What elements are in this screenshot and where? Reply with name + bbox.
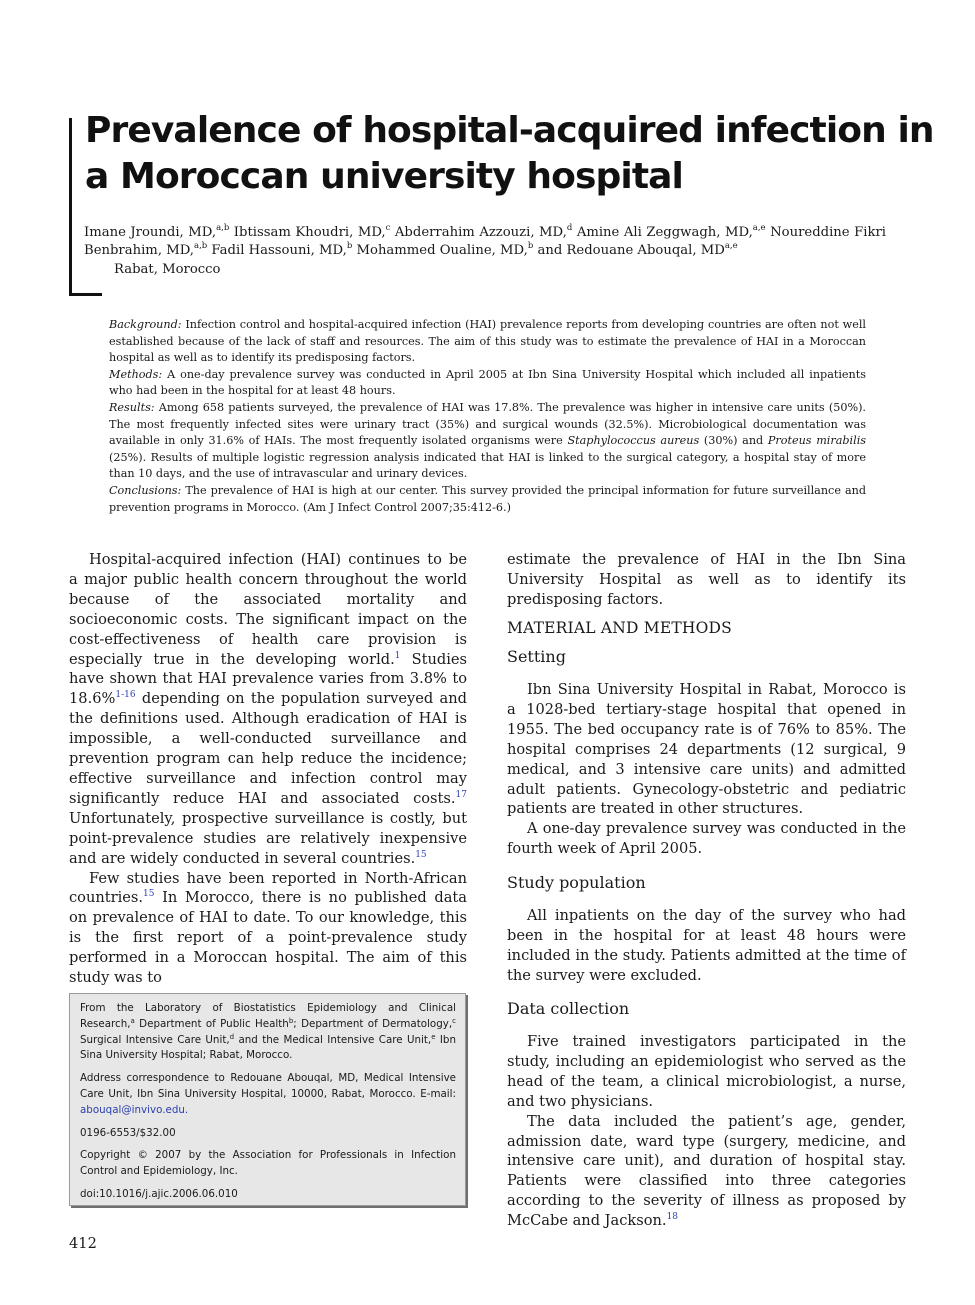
author-affiliation: b bbox=[527, 241, 534, 251]
affiliations bbox=[80, 1001, 456, 1064]
body-text: Studies have shown that HAI prevalence varies from 3.8% to 18.6% bbox=[69, 650, 467, 708]
footnote-text: Surgical Intensive Care Unit, bbox=[80, 1033, 230, 1046]
author-affiliation: a,e bbox=[752, 223, 766, 233]
organism-name: Staphylococcus aureus bbox=[567, 434, 700, 448]
citation-link[interactable]: 1 bbox=[394, 650, 401, 661]
author-name: Amine Ali Zeggwagh, MD, bbox=[576, 225, 753, 240]
author-affiliation: a,b bbox=[216, 223, 230, 233]
citation-link[interactable]: 18 bbox=[666, 1212, 679, 1223]
affiliation-marker: a bbox=[130, 1016, 135, 1025]
abstract-label: Background: bbox=[109, 318, 182, 331]
right-column-intro bbox=[507, 550, 906, 610]
abstract-conclusions bbox=[109, 483, 866, 516]
abstract-results bbox=[109, 400, 866, 483]
author-affiliation: b bbox=[346, 241, 353, 251]
doi: doi:10.1016/j.ajic.2006.06.010 bbox=[80, 1187, 238, 1200]
affiliation-marker: c bbox=[452, 1016, 456, 1025]
setting-section bbox=[507, 680, 906, 859]
author-name: Fadil Hassouni, MD, bbox=[211, 243, 347, 258]
footnote-text: Department of Public Health bbox=[134, 1017, 289, 1030]
citation-link[interactable]: 15 bbox=[143, 889, 155, 900]
footnote-text: and the Medical Intensive Care Unit, bbox=[234, 1033, 432, 1046]
abstract-text: Among 658 patients surveyed, the prevalence of HAI was 17.8%. The prevalence was higher in intensive care units (50%). The most frequently infected sites were urinary tract (35%) and surgical wounds (32.5%). Microbiological documentation was available in only 31.6% of HAIs. The most frequently isolated organisms were bbox=[109, 400, 866, 448]
subsection-heading: Setting bbox=[507, 647, 566, 666]
author-name: Ibtissam Khoudri, MD, bbox=[233, 225, 386, 240]
population-paragraph: All inpatients on the day of the survey who had been in the hospital for at least 48 hours were included in the study. Patients admitted at the time of the survey were excluded. bbox=[507, 907, 906, 984]
body-text: depending on the population surveyed and the definitions used. Although eradication of HAI is impossible, a well-conducted surveillance and prevention program can help reduce the incidence; effective surveillance and infection control may significantly reduce HAI and associated costs. bbox=[69, 690, 467, 807]
copyright: Copyright © 2007 by the Association for Professionals in Infection Control and Epidemiology, Inc. bbox=[80, 1149, 456, 1178]
page-number: 412 bbox=[69, 1235, 97, 1252]
author-affiliation: a,e bbox=[724, 241, 738, 251]
abstract-label: Results: bbox=[109, 400, 155, 414]
author-name: and Redouane Abouqal, MD bbox=[537, 243, 725, 258]
abstract-text: The prevalence of HAI is high at our center. This survey provided the principal information for future surveillance and prevention programs in Morocco. (Am J Infect Control 2007;35:412-6.) bbox=[109, 483, 866, 514]
footnote-text: Address correspondence to Redouane Abouqal, MD, Medical Intensive Care Unit, Ibn Sina University Hospital, 10000, Rabat, Morocco. E-mail: bbox=[80, 1072, 456, 1100]
abstract bbox=[109, 317, 866, 516]
abstract-methods bbox=[109, 367, 866, 400]
author-name: Noureddine Fikri Benbrahim, MD, bbox=[84, 225, 886, 258]
subsection-heading: Study population bbox=[507, 873, 646, 892]
section-heading: MATERIAL AND METHODS bbox=[507, 619, 732, 637]
collection-paragraph-1: Five trained investigators participated in the study, including an epidemiologist who served as the head of the team, a clinical microbiologist, a nurse, and two physicians. bbox=[507, 1033, 906, 1110]
title-rule-vertical bbox=[69, 118, 72, 296]
footnote-box bbox=[69, 993, 466, 1206]
body-text: In Morocco, there is no published data on prevalence of HAI to date. To our knowledge, this is the first report of a point-prevalence study performed in a Moroccan hospital. The aim of this study was to bbox=[69, 889, 467, 987]
affiliation-marker: d bbox=[229, 1032, 235, 1041]
author-location: Rabat, Morocco bbox=[114, 262, 221, 277]
author-name: Imane Jroundi, MD, bbox=[84, 225, 217, 240]
affiliation-marker: e bbox=[431, 1032, 436, 1041]
body-text: The data included the patient’s age, gender, admission date, ward type (surgery, medicine, and intensive care unit), and duration of hospital stay. Patients were classified into three categories according to the severity of illness as proposed by McCabe and Jackson. bbox=[507, 1112, 906, 1230]
subsection-heading: Data collection bbox=[507, 999, 630, 1018]
author-affiliation: c bbox=[385, 223, 391, 233]
abstract-text: (25%). Results of multiple logistic regression analysis indicated that HAI is linked to the surgical category, a hospital stay of more than 10 days, and the use of intravascular and urinary devices. bbox=[109, 450, 866, 481]
organism-name: Proteus mirabilis bbox=[767, 434, 867, 448]
issn: 0196-6553/$32.00 bbox=[80, 1126, 176, 1139]
footnote-text: From the Laboratory of Biostatistics Epidemiology and Clinical Research, bbox=[80, 1002, 456, 1030]
collection-paragraph-2 bbox=[507, 1112, 906, 1231]
article-title: Prevalence of hospital-acquired infection in a Moroccan university hospital bbox=[85, 110, 934, 197]
affiliation-marker: b bbox=[288, 1016, 294, 1025]
footnote-text: ; Department of Dermatology, bbox=[293, 1017, 453, 1030]
population-section bbox=[507, 906, 906, 986]
correspondence-address bbox=[80, 1071, 456, 1118]
body-text: Unfortunately, prospective surveillance is costly, but point-prevalence studies are relatively inexpensive and are widely conducted in several countries. bbox=[69, 809, 467, 867]
intro-paragraph-1 bbox=[69, 550, 467, 869]
title-rule-horizontal bbox=[69, 293, 102, 296]
author-name: Abderrahim Azzouzi, MD, bbox=[394, 225, 567, 240]
citation-link[interactable]: 15 bbox=[415, 849, 427, 860]
abstract-label: Conclusions: bbox=[109, 483, 182, 497]
setting-paragraph-2: A one-day prevalence survey was conducted in the fourth week of April 2005. bbox=[507, 820, 906, 858]
email-link[interactable]: abouqal@invivo.edu. bbox=[80, 1103, 189, 1116]
abstract-text: Infection control and hospital-acquired infection (HAI) prevalence reports from developing countries are often not well established because of the lack of staff and resources. The aim of this study was to estimate the prevalence of HAI in a Moroccan hospital as well as to identify its predisposing factors. bbox=[109, 318, 867, 365]
citation-link[interactable]: 17 bbox=[455, 789, 467, 800]
body-text: Few studies have been reported in North-African countries. bbox=[69, 869, 467, 907]
intro-paragraph-2 bbox=[69, 869, 467, 988]
abstract-text: (30%) and bbox=[703, 434, 764, 448]
abstract-text: A one-day prevalence survey was conducted in April 2005 at Ibn Sina University Hospital which included all inpatients who had been in the hospital for at least 48 hours. bbox=[109, 367, 866, 398]
author-affiliation: a,b bbox=[194, 241, 208, 251]
abstract-label: Methods: bbox=[109, 367, 163, 381]
body-text: Hospital-acquired infection (HAI) continues to be a major public health concern throughout the world because of the associated mortality and socioeconomic costs. The significant impact on the cost-effectiveness of health care provision is especially true in the developing world. bbox=[69, 551, 467, 668]
collection-section bbox=[507, 1032, 906, 1231]
citation-link[interactable]: 1-16 bbox=[115, 690, 136, 701]
left-column bbox=[69, 550, 467, 988]
abstract-background bbox=[109, 317, 866, 367]
footnote-text: Ibn Sina University Hospital; Rabat, Morocco. bbox=[80, 1033, 456, 1062]
intro-paragraph-2-continued: estimate the prevalence of HAI in the Ibn Sina University Hospital as well as to identify its predisposing factors. bbox=[507, 551, 906, 608]
setting-paragraph-1: Ibn Sina University Hospital in Rabat, Morocco is a 1028-bed tertiary-stage hospital that opened in 1955. The bed occupancy rate is of 76% to 85%. The hospital comprises 24 departments (12 surgical, 9 medical, and 3 intensive care units) and admitted adult patients. Gynecology-obstetric and pediatric patients are treated in other structures. bbox=[507, 681, 906, 818]
author-affiliation: d bbox=[566, 223, 573, 233]
author-name: Mohammed Oualine, MD, bbox=[356, 243, 528, 258]
author-list bbox=[84, 224, 886, 260]
